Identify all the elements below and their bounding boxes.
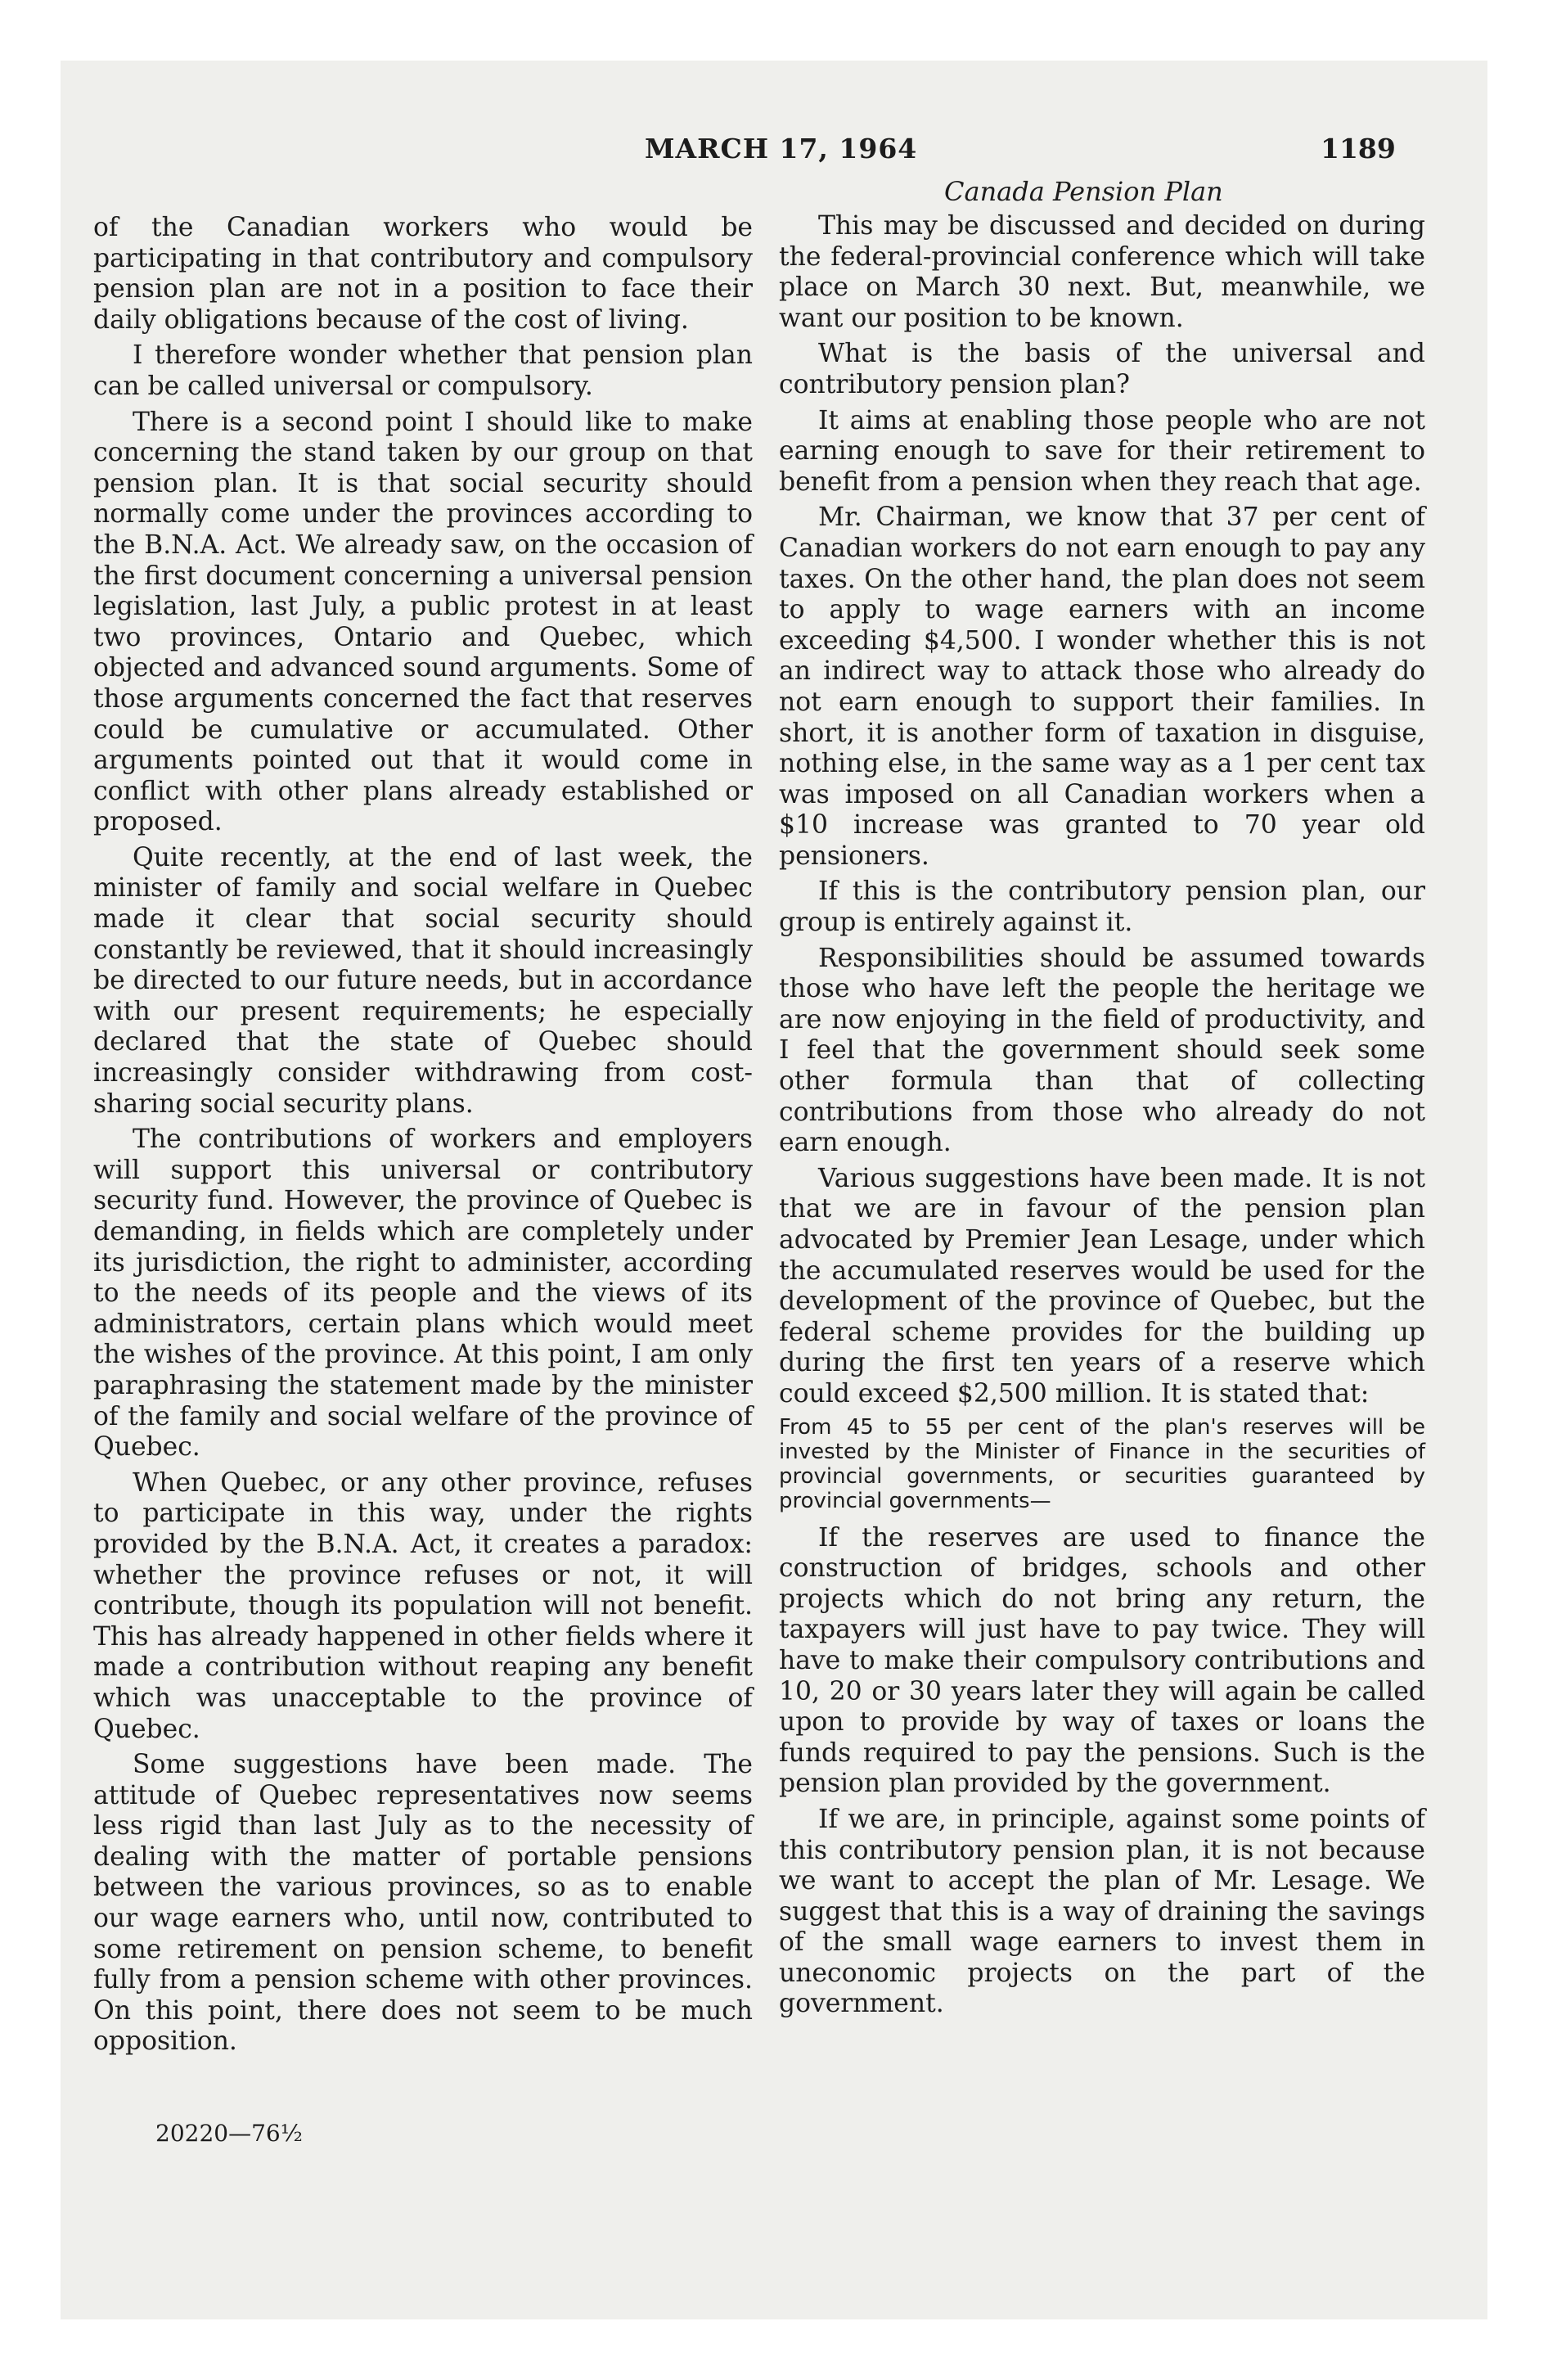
paragraph: There is a second point I should like to make concerning the stand taken by our group on that pension plan. It is that social security should normally come under the provinces according to the B.N.A. Act. We already saw, on the occasion of the first document concerning a universal pension legislation, last July, a public protest in at least two provinces, Ontario and Quebec, which objected and advanced sound arguments. Some of those arguments concerned the fact that reserves could be cumulative or accumulated. Other arguments pointed out that it would come in conflict with other plans already established or proposed. (93, 407, 753, 837)
paragraph: of the Canadian workers who would be participating in that contributory and compulsory pension plan are not in a position to face their daily obligations because of the cost of living. (93, 213, 753, 335)
paragraph: When Quebec, or any other province, refuses to participate in this way, under the rights provided by the B.N.A. Act, it creates a paradox: whether the province refuses or not, it will contribute, though its population will not benefit. This has already happened in other fields where it made a contribution without reaping any benefit which was unacceptable to the province of Quebec. (93, 1467, 753, 1744)
right-column (779, 211, 1425, 2025)
paragraph: Various suggestions have been made. It is not that we are in favour of the pension plan advocated by Premier Jean Lesage, under which the accumulated reserves would be used for the development of the province of Quebec, but the federal scheme provides for the building up during the first ten years of a reserve which could exceed $2,500 million. It is stated that: (779, 1163, 1425, 1409)
paragraph: I therefore wonder whether that pension plan can be called universal or compulsory. (93, 340, 753, 401)
paragraph: It aims at enabling those people who are not earning enough to save for their retirement to benefit from a pension when they reach that age. (779, 405, 1425, 497)
paragraph: Mr. Chairman, we know that 37 per cent of Canadian workers do not earn enough to pay any taxes. On the other hand, the plan does not seem to apply to wage earners with an income exceeding $4,500. I wonder whether this is not an indirect way to attack those who already do not earn enough to support their families. In short, it is another form of taxation in disguise, nothing else, in the same way as a 1 per cent tax was imposed on all Canadian workers when a $10 increase was granted to 70 year old pensioners. (779, 503, 1425, 871)
paragraph: If we are, in principle, against some points of this contributory pension plan, it is not because we want to accept the plan of Mr. Lesage. We suggest that this is a way of draining the savings of the small wage earners to invest them in uneconomic projects on the part of the government. (779, 1804, 1425, 2019)
paragraph: This may be discussed and decided on during the federal-provincial conference which will take place on March 30 next. But, meanwhile, we want our position to be known. (779, 211, 1425, 333)
page-number: 1189 (1321, 133, 1396, 165)
running-subtitle: Canada Pension Plan (944, 176, 1223, 207)
header-date: MARCH 17, 1964 (645, 133, 918, 165)
paragraph: Some suggestions have been made. The attitude of Quebec representatives now seems less rigid than last July as to the necessity of dealing with the matter of portable pensions between the various provinces, so as to enable our wage earners who, until now, contributed to some retirement on pension scheme, to benefit fully from a pension scheme with other provinces. On this point, there does not seem to be much opposition. (93, 1750, 753, 2057)
paragraph: What is the basis of the universal and contributory pension plan? (779, 339, 1425, 399)
paragraph: If this is the contributory pension plan, our group is entirely against it. (779, 877, 1425, 938)
page-header (0, 133, 1548, 174)
paragraph: Quite recently, at the end of last week, the minister of family and social welfare in Quebec made it clear that social security should constantly be reviewed, that it should increasingly be directed to our future needs, but in accordance with our present requirements; he especially declared that the state of Quebec should increasingly consider withdrawing from cost-sharing social security plans. (93, 842, 753, 1119)
left-column (93, 213, 753, 2062)
paragraph: If the reserves are used to finance the construction of bridges, schools and other projects which do not bring any return, the taxpayers will just have to pay twice. They will have to make their compulsory contributions and 10, 20 or 30 years later they will again be called upon to provide by way of taxes or loans the funds required to pay the pensions. Such is the pension plan provided by the government. (779, 1522, 1425, 1799)
print-code: 20220—76½ (155, 2120, 303, 2147)
block-quote: From 45 to 55 per cent of the plan's reserves will be invested by the Minister of Finance in the securities of provincial governments, or securities guaranteed by provincial governments— (779, 1414, 1425, 1513)
paragraph: Responsibilities should be assumed towards those who have left the people the heritage we are now enjoying in the field of productivity, and I feel that the government should seek some other formula than that of collecting contributions from those who already do not earn enough. (779, 943, 1425, 1158)
paragraph: The contributions of workers and employers will support this universal or contributory security fund. However, the province of Quebec is demanding, in fields which are completely under its jurisdiction, the right to administer, according to the needs of its people and the views of its administrators, certain plans which would meet the wishes of the province. At this point, I am only paraphrasing the statement made by the minister of the family and social welfare of the province of Quebec. (93, 1125, 753, 1463)
